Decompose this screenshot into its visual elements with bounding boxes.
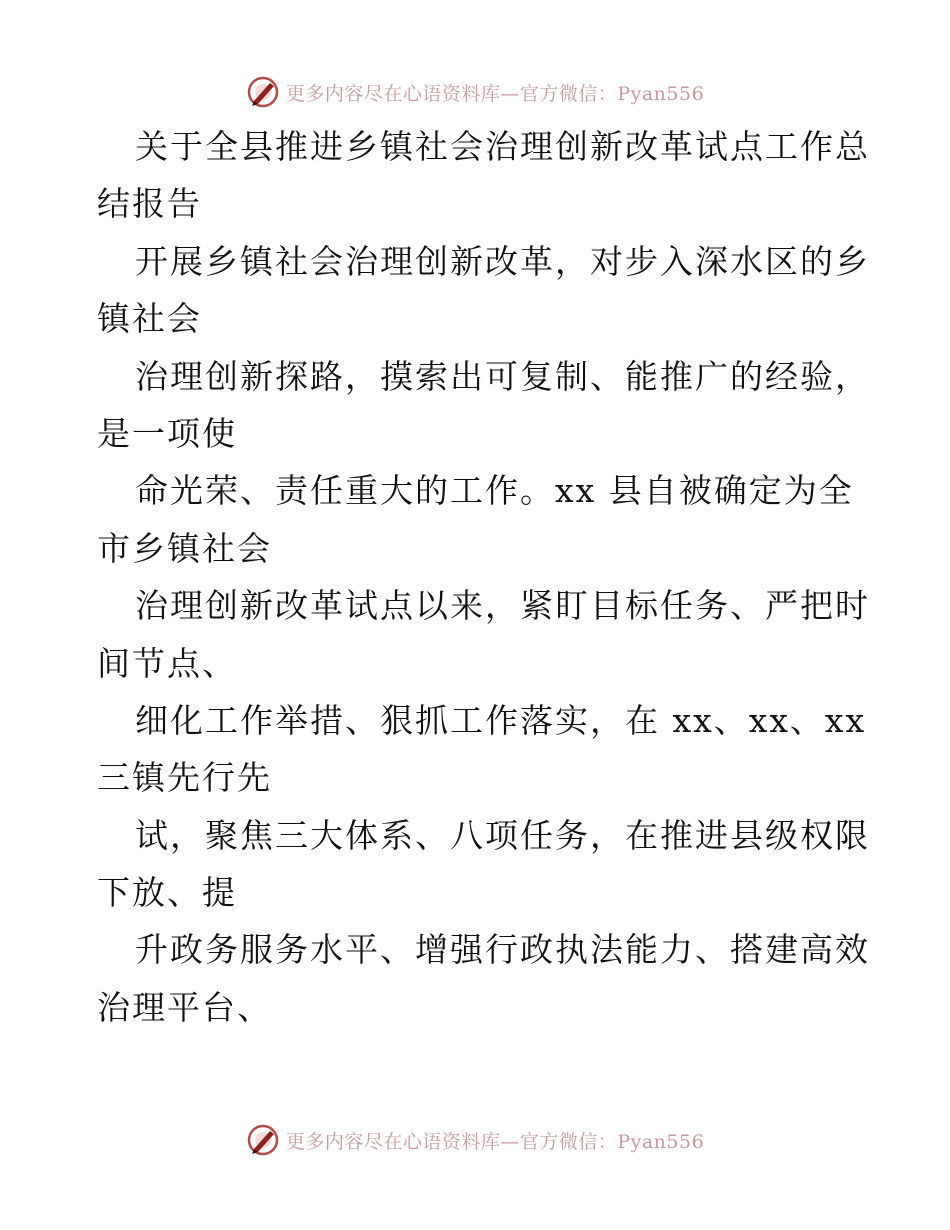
- text-line: 间节点、: [97, 643, 237, 683]
- text-line: 细化工作举措、狠抓工作落实，在 xx、xx、xx: [135, 700, 867, 740]
- banner-text: 更多内容尽在心语资料库—官方微信：Pyan556: [285, 82, 705, 105]
- text-line: 是一项使: [97, 413, 237, 453]
- pen-logo-icon: [246, 75, 280, 109]
- footer-banner: [0, 1120, 950, 1160]
- pen-logo-icon: [246, 1123, 280, 1157]
- text-line: 治理创新探路，摸索出可复制、能推广的经验，: [135, 356, 870, 396]
- text-line: 结报告: [97, 184, 202, 224]
- text-line: 下放、提: [97, 873, 237, 913]
- text-line: 镇社会: [97, 299, 202, 339]
- text-line: 命光荣、责任重大的工作。xx 县自被确定为全: [135, 471, 854, 511]
- document-body: [97, 118, 870, 1036]
- text-line: 治理创新改革试点以来，紧盯目标任务、严把时: [135, 586, 870, 626]
- text-line: 治理平台、: [97, 987, 272, 1027]
- text-line: 试，聚焦三大体系、八项任务，在推进县级权限: [135, 815, 870, 855]
- text-line: 升政务服务水平、增强行政执法能力、搭建高效: [135, 930, 870, 970]
- text-line: 市乡镇社会: [97, 528, 272, 568]
- text-line: 三镇先行先: [97, 758, 272, 798]
- text-line: 开展乡镇社会治理创新改革，对步入深水区的乡: [135, 241, 870, 281]
- header-banner: [0, 72, 950, 112]
- banner-text: 更多内容尽在心语资料库—官方微信：Pyan556: [285, 1130, 705, 1153]
- text-line: 关于全县推进乡镇社会治理创新改革试点工作总: [135, 127, 870, 166]
